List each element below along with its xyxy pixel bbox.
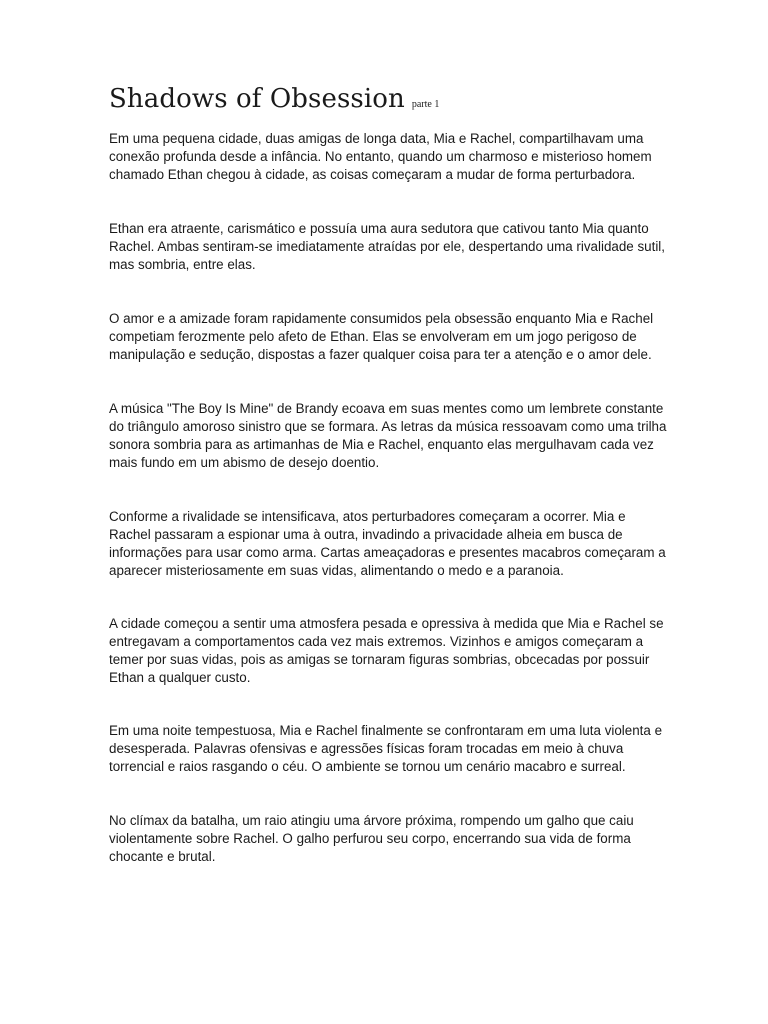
- part-label: parte 1: [411, 99, 440, 110]
- paragraph-6: A cidade começou a sentir uma atmosfera pesada e opressiva à medida que Mia e Rachel se entregavam a comportamentos cada vez mais extremos. Vizinhos e amigos começaram a temer por suas vidas, pois as amigas se tornaram figuras sombrias, obcecadas por possuir Ethan a qualquer custo.: [109, 616, 664, 685]
- paragraph-3: O amor e a amizade foram rapidamente consumidos pela obsessão enquanto Mia e Rachel competiam ferozmente pelo afeto de Ethan. Elas se envolveram em um jogo perigoso de manipulação e sedução, dispostas a fazer qualquer coisa para ter a atenção e o amor dele.: [109, 311, 654, 362]
- paragraph-2: Ethan era atraente, carismático e possuía uma aura sedutora que cativou tanto Mia quanto Rachel. Ambas sentiram-se imediatamente atraídas por ele, despertando uma rivalidade sutil, mas sombria, entre elas.: [109, 221, 665, 272]
- paragraph-5: Conforme a rivalidade se intensificava, atos perturbadores começaram a ocorrer. Mia e Rachel passaram a espionar uma à outra, invadindo a privacidade alheia em busca de informações para usar como arma. Cartas ameaçadoras e presentes macabros começaram a aparecer misteriosamente em suas vidas, alimentando o medo e a paranoia.: [109, 509, 666, 578]
- paragraph-4: A música "The Boy Is Mine" de Brandy ecoava em suas mentes como um lembrete constante do triângulo amoroso sinistro que se formara. As letras da música ressoavam como uma trilha sonora sombria para as artimanhas de Mia e Rachel, enquanto elas mergulhavam cada vez mais fundo em um abismo de desejo doentio.: [109, 401, 667, 470]
- title-row: [109, 84, 439, 114]
- paragraph-7: Em uma noite tempestuosa, Mia e Rachel finalmente se confrontaram em uma luta violenta e desesperada. Palavras ofensivas e agressões físicas foram trocadas em meio à chuva torrencial e raios rasgando o céu. O ambiente se tornou um cenário macabro e surreal.: [109, 723, 663, 774]
- paragraph-8: No clímax da batalha, um raio atingiu uma árvore próxima, rompendo um galho que caiu violentamente sobre Rachel. O galho perfurou seu corpo, encerrando sua vida de forma chocante e brutal.: [109, 813, 634, 864]
- document-title: Shadows of Obsession: [109, 84, 405, 114]
- paragraph-1: Em uma pequena cidade, duas amigas de longa data, Mia e Rachel, compartilhavam uma conexão profunda desde a infância. No entanto, quando um charmoso e misterioso homem chamado Ethan chegou à cidade, as coisas começaram a mudar de forma perturbadora.: [109, 131, 652, 182]
